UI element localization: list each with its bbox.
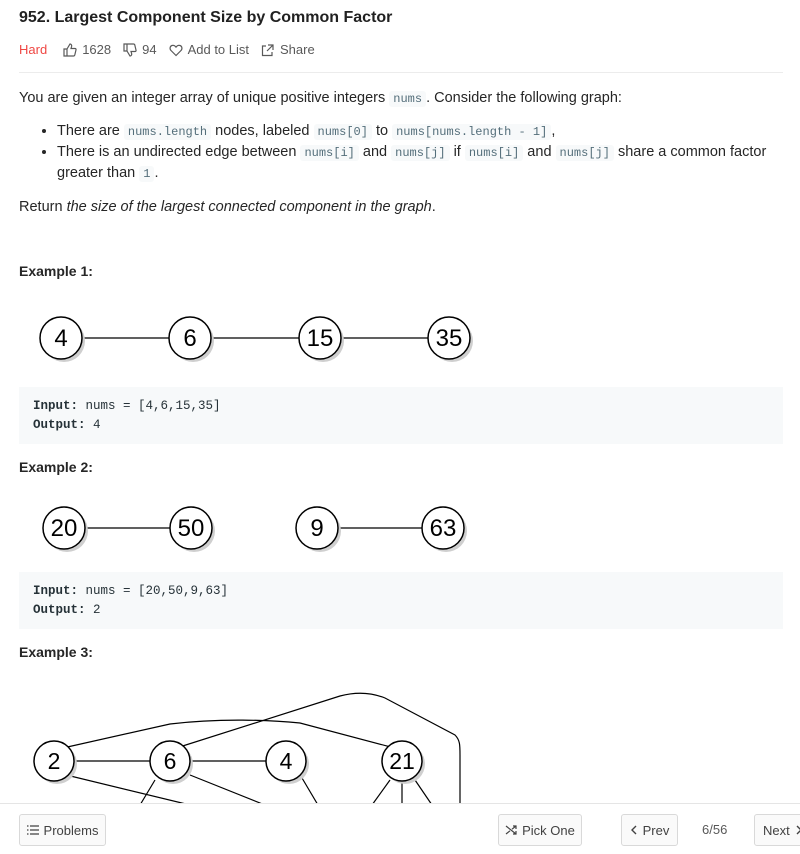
inline-code: nums[nums.length - 1] [392, 124, 551, 140]
graph-edge [54, 720, 402, 750]
chevron-right-icon [795, 825, 800, 835]
input-value: nums = [20,50,9,63] [78, 584, 229, 598]
graph-node [170, 507, 215, 552]
graph-node [299, 317, 344, 362]
bullet-text: nodes, labeled [211, 123, 314, 139]
graph-node [169, 317, 214, 362]
graph-node [150, 741, 193, 784]
input-label: Input: [33, 584, 79, 598]
node-label: 6 [163, 748, 177, 774]
inline-code: nums[i] [465, 145, 523, 161]
node-label: 21 [389, 748, 415, 774]
problem-title: 952. Largest Component Size by Common Factor [19, 9, 393, 26]
inline-code: nums[0] [314, 124, 372, 140]
inline-code: nums[j] [556, 145, 614, 161]
pick-one-button[interactable] [498, 814, 582, 846]
bullet-text: and [523, 144, 556, 160]
like-count: 1628 [82, 42, 112, 57]
output-label: Output: [33, 418, 86, 432]
dislike-count: 94 [142, 42, 157, 57]
next-button[interactable] [754, 814, 800, 846]
graph-edge [140, 780, 155, 805]
graph-node [296, 507, 341, 552]
bullet-text: . [154, 165, 159, 181]
list-item [57, 142, 784, 184]
prev-button[interactable] [621, 814, 678, 846]
example-3-title: Example 3: [19, 644, 93, 660]
graph-edge [415, 780, 432, 805]
graph-edge [302, 778, 318, 805]
output-label: Output: [33, 603, 86, 617]
output-value: 2 [85, 603, 101, 617]
example-2-io [19, 572, 783, 629]
share-button[interactable] [261, 42, 315, 57]
node-label: 4 [54, 325, 68, 352]
node-label: 15 [306, 325, 334, 352]
output-value: 4 [85, 418, 101, 432]
example-2-title: Example 2: [19, 459, 93, 475]
graph-node [40, 317, 85, 362]
graph-node [428, 317, 473, 362]
constraints-list [39, 121, 784, 184]
problems-button[interactable] [19, 814, 106, 846]
inline-code: 1 [139, 166, 154, 182]
heart-icon [169, 43, 183, 57]
bullet-text: if [449, 144, 465, 160]
graph-node [34, 741, 77, 784]
bottom-navigation-bar [0, 803, 800, 854]
example-1-graph [0, 300, 800, 380]
example-1-io [19, 387, 783, 444]
list-item [57, 121, 784, 142]
problem-meta [19, 42, 327, 57]
return-text: Return [19, 199, 67, 215]
inline-code: nums[j] [391, 145, 449, 161]
node-label: 20 [50, 515, 78, 542]
return-italic-text: the size of the largest connected component in the graph [66, 199, 432, 215]
node-label: 50 [177, 515, 205, 542]
node-label: 63 [429, 515, 457, 542]
example-1-title: Example 1: [19, 263, 93, 279]
inline-code: nums.length [124, 124, 211, 140]
graph-edge [190, 775, 265, 805]
bullet-text: to [371, 123, 393, 139]
bullet-text: There is an undirected edge between [57, 144, 301, 160]
inline-code: nums[i] [300, 145, 358, 161]
input-label: Input: [33, 399, 79, 413]
difficulty-badge: Hard [19, 42, 48, 57]
graph-node [266, 741, 309, 784]
shuffle-icon [505, 824, 517, 836]
node-label: 35 [435, 325, 463, 352]
graph-node [43, 507, 88, 552]
bullet-text: There are [57, 123, 124, 139]
return-text: . [431, 199, 436, 215]
page-counter: 6/56 [702, 822, 728, 837]
pick-one-label: Pick One [522, 822, 575, 838]
intro-text: . Consider the following graph: [426, 90, 622, 106]
node-label: 4 [279, 748, 293, 774]
bullet-text: share a common factor greater than [57, 144, 767, 181]
add-to-list-button[interactable] [169, 42, 249, 57]
inline-code: nums [389, 91, 426, 107]
bullet-text: and [358, 144, 392, 160]
graph-node [422, 507, 467, 552]
node-label: 9 [310, 515, 324, 542]
problem-description [19, 88, 784, 217]
bullet-text: , [551, 123, 556, 139]
next-label: Next [763, 822, 790, 838]
add-to-list-label: Add to List [187, 42, 250, 57]
intro-paragraph [19, 88, 784, 109]
node-label: 6 [183, 325, 197, 352]
thumbs-down-icon [123, 43, 137, 57]
share-icon [261, 43, 275, 57]
prev-label: Prev [642, 822, 670, 838]
node-label: 2 [47, 748, 61, 774]
graph-node [382, 741, 425, 784]
example-2-graph [0, 490, 800, 570]
dislike-button[interactable] [123, 42, 156, 57]
like-button[interactable] [63, 42, 111, 57]
header-divider [19, 72, 783, 73]
input-value: nums = [4,6,15,35] [78, 399, 221, 413]
list-icon [27, 825, 39, 835]
share-label: Share [280, 42, 315, 57]
example-3-graph [0, 680, 800, 805]
thumbs-up-icon [63, 43, 77, 57]
chevron-left-icon [630, 825, 638, 835]
graph-edge [372, 780, 390, 805]
problems-label: Problems [43, 822, 99, 838]
intro-text: You are given an integer array of unique positive integers [19, 90, 390, 106]
return-paragraph [19, 197, 784, 217]
